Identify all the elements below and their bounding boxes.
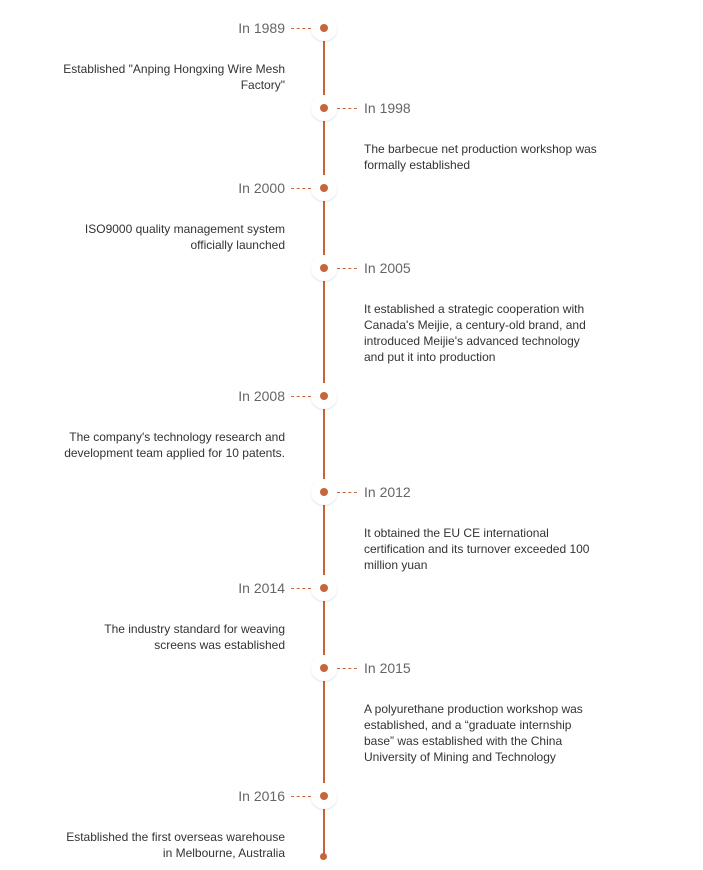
event-description: The barbecue net production workshop was formally established xyxy=(364,142,597,172)
timeline-node-icon xyxy=(311,15,337,41)
event-description: ISO9000 quality management system officially launched xyxy=(84,222,285,252)
connector-dash xyxy=(337,268,357,269)
timeline-node-icon xyxy=(311,479,337,505)
event-year: In 1989 xyxy=(238,20,285,36)
connector-dash xyxy=(291,796,311,797)
event-description: A polyurethane production workshop was established, and a “graduate internship base” was established with the China University of Mining and Technology xyxy=(364,702,583,764)
event-year: In 1998 xyxy=(364,100,411,116)
timeline-node-icon xyxy=(311,783,337,809)
connector-dash xyxy=(337,668,357,669)
timeline-end-dot-icon xyxy=(320,853,327,860)
event-description: Established "Anping Hongxing Wire Mesh Factory" xyxy=(63,62,285,92)
event-description: The industry standard for weaving screens was established xyxy=(104,622,285,652)
event-year: In 2008 xyxy=(238,388,285,404)
event-year: In 2016 xyxy=(238,788,285,804)
event-year: In 2012 xyxy=(364,484,411,500)
connector-dash xyxy=(291,396,311,397)
event-description: Established the first overseas warehouse in Melbourne, Australia xyxy=(66,830,285,860)
timeline-node-icon xyxy=(311,95,337,121)
event-year: In 2015 xyxy=(364,660,411,676)
timeline-node-icon xyxy=(311,175,337,201)
connector-dash xyxy=(291,28,311,29)
timeline-axis xyxy=(323,24,325,856)
event-description: The company's technology research and development team applied for 10 patents. xyxy=(64,430,285,460)
event-year: In 2014 xyxy=(238,580,285,596)
event-year: In 2005 xyxy=(364,260,411,276)
timeline-node-icon xyxy=(311,255,337,281)
event-year: In 2000 xyxy=(238,180,285,196)
timeline-node-icon xyxy=(311,383,337,409)
connector-dash xyxy=(337,108,357,109)
connector-dash xyxy=(291,188,311,189)
event-description: It established a strategic cooperation with Canada's Meijie, a century-old brand, and introduced Meijie's advanced technology and put it into production xyxy=(364,302,586,364)
event-description: It obtained the EU CE international certification and its turnover exceeded 100 million yuan xyxy=(364,526,590,572)
timeline-node-icon xyxy=(311,655,337,681)
connector-dash xyxy=(337,492,357,493)
timeline-node-icon xyxy=(311,575,337,601)
connector-dash xyxy=(291,588,311,589)
